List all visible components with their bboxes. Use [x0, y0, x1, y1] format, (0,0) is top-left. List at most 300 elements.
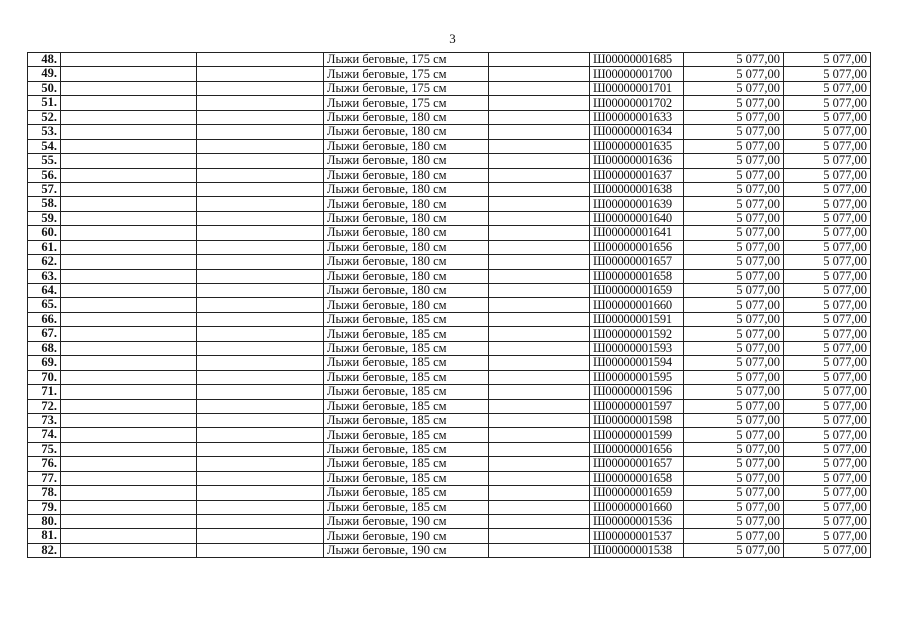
blank-cell-3	[489, 370, 590, 384]
row-number-cell: 74.	[28, 428, 61, 442]
price-cell: 5 077,00	[684, 211, 784, 225]
sum-cell: 5 077,00	[784, 543, 871, 557]
blank-cell-1	[61, 110, 197, 124]
blank-cell-1	[61, 486, 197, 500]
row-number-cell: 64.	[28, 284, 61, 298]
sum-cell: 5 077,00	[784, 327, 871, 341]
blank-cell-1	[61, 298, 197, 312]
blank-cell-1	[61, 182, 197, 196]
row-number-cell: 69.	[28, 356, 61, 370]
blank-cell-1	[61, 413, 197, 427]
sum-cell: 5 077,00	[784, 139, 871, 153]
row-number-cell: 63.	[28, 269, 61, 283]
table-row	[28, 269, 871, 283]
inventory-code-cell: Ш00000001660	[590, 500, 684, 514]
sum-cell: 5 077,00	[784, 255, 871, 269]
blank-cell-3	[489, 529, 590, 543]
inventory-code-cell: Ш00000001536	[590, 515, 684, 529]
blank-cell-2	[197, 515, 324, 529]
blank-cell-1	[61, 240, 197, 254]
inventory-code-cell: Ш00000001639	[590, 197, 684, 211]
row-number-cell: 62.	[28, 255, 61, 269]
table-row	[28, 67, 871, 81]
blank-cell-1	[61, 500, 197, 514]
item-name-cell: Лыжи беговые, 185 см	[324, 370, 489, 384]
sum-cell: 5 077,00	[784, 515, 871, 529]
sum-cell: 5 077,00	[784, 269, 871, 283]
sum-cell: 5 077,00	[784, 385, 871, 399]
row-number-cell: 65.	[28, 298, 61, 312]
inventory-code-cell: Ш00000001598	[590, 413, 684, 427]
row-number-cell: 49.	[28, 67, 61, 81]
blank-cell-1	[61, 67, 197, 81]
sum-cell: 5 077,00	[784, 154, 871, 168]
row-number-cell: 60.	[28, 226, 61, 240]
item-name-cell: Лыжи беговые, 180 см	[324, 284, 489, 298]
blank-cell-1	[61, 529, 197, 543]
blank-cell-2	[197, 370, 324, 384]
blank-cell-3	[489, 471, 590, 485]
table-row	[28, 226, 871, 240]
price-cell: 5 077,00	[684, 255, 784, 269]
blank-cell-2	[197, 269, 324, 283]
sum-cell: 5 077,00	[784, 529, 871, 543]
sum-cell: 5 077,00	[784, 284, 871, 298]
row-number-cell: 58.	[28, 197, 61, 211]
price-cell: 5 077,00	[684, 53, 784, 67]
inventory-code-cell: Ш00000001657	[590, 255, 684, 269]
row-number-cell: 67.	[28, 327, 61, 341]
sum-cell: 5 077,00	[784, 442, 871, 456]
sum-cell: 5 077,00	[784, 413, 871, 427]
price-cell: 5 077,00	[684, 96, 784, 110]
item-name-cell: Лыжи беговые, 180 см	[324, 226, 489, 240]
item-name-cell: Лыжи беговые, 190 см	[324, 529, 489, 543]
inventory-code-cell: Ш00000001701	[590, 81, 684, 95]
blank-cell-3	[489, 67, 590, 81]
price-cell: 5 077,00	[684, 125, 784, 139]
sum-cell: 5 077,00	[784, 125, 871, 139]
price-cell: 5 077,00	[684, 442, 784, 456]
item-name-cell: Лыжи беговые, 180 см	[324, 125, 489, 139]
row-number-cell: 81.	[28, 529, 61, 543]
item-name-cell: Лыжи беговые, 180 см	[324, 139, 489, 153]
inventory-code-cell: Ш00000001660	[590, 298, 684, 312]
blank-cell-2	[197, 168, 324, 182]
table-row	[28, 356, 871, 370]
price-cell: 5 077,00	[684, 168, 784, 182]
blank-cell-1	[61, 356, 197, 370]
sum-cell: 5 077,00	[784, 226, 871, 240]
inventory-code-cell: Ш00000001597	[590, 399, 684, 413]
blank-cell-2	[197, 442, 324, 456]
item-name-cell: Лыжи беговые, 185 см	[324, 457, 489, 471]
item-name-cell: Лыжи беговые, 185 см	[324, 327, 489, 341]
sum-cell: 5 077,00	[784, 356, 871, 370]
table-row	[28, 139, 871, 153]
blank-cell-2	[197, 182, 324, 196]
price-cell: 5 077,00	[684, 312, 784, 326]
item-name-cell: Лыжи беговые, 185 см	[324, 341, 489, 355]
item-name-cell: Лыжи беговые, 190 см	[324, 543, 489, 557]
blank-cell-3	[489, 284, 590, 298]
sum-cell: 5 077,00	[784, 96, 871, 110]
price-cell: 5 077,00	[684, 110, 784, 124]
inventory-code-cell: Ш00000001659	[590, 284, 684, 298]
blank-cell-2	[197, 81, 324, 95]
inventory-code-cell: Ш00000001636	[590, 154, 684, 168]
row-number-cell: 55.	[28, 154, 61, 168]
inventory-code-cell: Ш00000001658	[590, 269, 684, 283]
price-cell: 5 077,00	[684, 182, 784, 196]
price-cell: 5 077,00	[684, 471, 784, 485]
row-number-cell: 56.	[28, 168, 61, 182]
table-row	[28, 529, 871, 543]
price-cell: 5 077,00	[684, 284, 784, 298]
blank-cell-2	[197, 240, 324, 254]
blank-cell-3	[489, 81, 590, 95]
sum-cell: 5 077,00	[784, 168, 871, 182]
blank-cell-2	[197, 543, 324, 557]
blank-cell-2	[197, 154, 324, 168]
blank-cell-1	[61, 96, 197, 110]
sum-cell: 5 077,00	[784, 471, 871, 485]
blank-cell-3	[489, 486, 590, 500]
blank-cell-1	[61, 385, 197, 399]
price-cell: 5 077,00	[684, 500, 784, 514]
price-cell: 5 077,00	[684, 226, 784, 240]
row-number-cell: 76.	[28, 457, 61, 471]
item-name-cell: Лыжи беговые, 185 см	[324, 471, 489, 485]
table-row	[28, 298, 871, 312]
blank-cell-2	[197, 298, 324, 312]
blank-cell-3	[489, 240, 590, 254]
sum-cell: 5 077,00	[784, 53, 871, 67]
item-name-cell: Лыжи беговые, 180 см	[324, 182, 489, 196]
table-row	[28, 81, 871, 95]
table-row	[28, 457, 871, 471]
blank-cell-3	[489, 226, 590, 240]
item-name-cell: Лыжи беговые, 185 см	[324, 442, 489, 456]
table-row	[28, 312, 871, 326]
row-number-cell: 54.	[28, 139, 61, 153]
table-row	[28, 543, 871, 557]
blank-cell-3	[489, 139, 590, 153]
inventory-table	[27, 52, 871, 558]
blank-cell-2	[197, 486, 324, 500]
price-cell: 5 077,00	[684, 370, 784, 384]
blank-cell-2	[197, 341, 324, 355]
table-row	[28, 168, 871, 182]
table-row	[28, 500, 871, 514]
blank-cell-1	[61, 284, 197, 298]
item-name-cell: Лыжи беговые, 185 см	[324, 428, 489, 442]
row-number-cell: 70.	[28, 370, 61, 384]
item-name-cell: Лыжи беговые, 180 см	[324, 269, 489, 283]
item-name-cell: Лыжи беговые, 180 см	[324, 197, 489, 211]
blank-cell-1	[61, 125, 197, 139]
blank-cell-3	[489, 211, 590, 225]
row-number-cell: 78.	[28, 486, 61, 500]
price-cell: 5 077,00	[684, 543, 784, 557]
sum-cell: 5 077,00	[784, 182, 871, 196]
blank-cell-2	[197, 197, 324, 211]
item-name-cell: Лыжи беговые, 185 см	[324, 486, 489, 500]
price-cell: 5 077,00	[684, 413, 784, 427]
blank-cell-1	[61, 399, 197, 413]
blank-cell-3	[489, 399, 590, 413]
blank-cell-1	[61, 341, 197, 355]
price-cell: 5 077,00	[684, 67, 784, 81]
table-row	[28, 399, 871, 413]
blank-cell-2	[197, 211, 324, 225]
blank-cell-3	[489, 327, 590, 341]
blank-cell-3	[489, 168, 590, 182]
price-cell: 5 077,00	[684, 154, 784, 168]
row-number-cell: 82.	[28, 543, 61, 557]
table-row	[28, 96, 871, 110]
row-number-cell: 79.	[28, 500, 61, 514]
blank-cell-3	[489, 110, 590, 124]
blank-cell-1	[61, 139, 197, 153]
blank-cell-1	[61, 457, 197, 471]
inventory-code-cell: Ш00000001685	[590, 53, 684, 67]
table-row	[28, 442, 871, 456]
price-cell: 5 077,00	[684, 515, 784, 529]
inventory-code-cell: Ш00000001595	[590, 370, 684, 384]
blank-cell-3	[489, 312, 590, 326]
price-cell: 5 077,00	[684, 399, 784, 413]
blank-cell-3	[489, 543, 590, 557]
blank-cell-3	[489, 413, 590, 427]
blank-cell-3	[489, 428, 590, 442]
blank-cell-2	[197, 110, 324, 124]
item-name-cell: Лыжи беговые, 180 см	[324, 255, 489, 269]
price-cell: 5 077,00	[684, 81, 784, 95]
blank-cell-1	[61, 543, 197, 557]
table-row	[28, 284, 871, 298]
item-name-cell: Лыжи беговые, 175 см	[324, 96, 489, 110]
inventory-code-cell: Ш00000001594	[590, 356, 684, 370]
blank-cell-2	[197, 312, 324, 326]
blank-cell-3	[489, 197, 590, 211]
sum-cell: 5 077,00	[784, 81, 871, 95]
sum-cell: 5 077,00	[784, 211, 871, 225]
table-row	[28, 413, 871, 427]
blank-cell-2	[197, 327, 324, 341]
blank-cell-3	[489, 298, 590, 312]
inventory-code-cell: Ш00000001656	[590, 442, 684, 456]
table-row	[28, 154, 871, 168]
sum-cell: 5 077,00	[784, 312, 871, 326]
inventory-code-cell: Ш00000001656	[590, 240, 684, 254]
price-cell: 5 077,00	[684, 240, 784, 254]
blank-cell-3	[489, 356, 590, 370]
inventory-code-cell: Ш00000001700	[590, 67, 684, 81]
row-number-cell: 52.	[28, 110, 61, 124]
table-row	[28, 110, 871, 124]
item-name-cell: Лыжи беговые, 185 см	[324, 500, 489, 514]
blank-cell-2	[197, 457, 324, 471]
blank-cell-2	[197, 255, 324, 269]
inventory-code-cell: Ш00000001641	[590, 226, 684, 240]
price-cell: 5 077,00	[684, 457, 784, 471]
blank-cell-2	[197, 284, 324, 298]
blank-cell-3	[489, 442, 590, 456]
blank-cell-1	[61, 370, 197, 384]
blank-cell-2	[197, 529, 324, 543]
table-row	[28, 211, 871, 225]
inventory-code-cell: Ш00000001596	[590, 385, 684, 399]
blank-cell-2	[197, 139, 324, 153]
inventory-code-cell: Ш00000001635	[590, 139, 684, 153]
blank-cell-3	[489, 53, 590, 67]
blank-cell-1	[61, 197, 197, 211]
blank-cell-1	[61, 81, 197, 95]
price-cell: 5 077,00	[684, 197, 784, 211]
blank-cell-2	[197, 399, 324, 413]
sum-cell: 5 077,00	[784, 341, 871, 355]
price-cell: 5 077,00	[684, 385, 784, 399]
blank-cell-2	[197, 67, 324, 81]
inventory-code-cell: Ш00000001659	[590, 486, 684, 500]
blank-cell-1	[61, 428, 197, 442]
price-cell: 5 077,00	[684, 298, 784, 312]
inventory-code-cell: Ш00000001657	[590, 457, 684, 471]
row-number-cell: 75.	[28, 442, 61, 456]
inventory-code-cell: Ш00000001637	[590, 168, 684, 182]
table-row	[28, 327, 871, 341]
item-name-cell: Лыжи беговые, 180 см	[324, 154, 489, 168]
row-number-cell: 80.	[28, 515, 61, 529]
item-name-cell: Лыжи беговые, 185 см	[324, 312, 489, 326]
table-row	[28, 240, 871, 254]
row-number-cell: 72.	[28, 399, 61, 413]
blank-cell-3	[489, 457, 590, 471]
row-number-cell: 57.	[28, 182, 61, 196]
blank-cell-3	[489, 269, 590, 283]
blank-cell-1	[61, 471, 197, 485]
item-name-cell: Лыжи беговые, 175 см	[324, 53, 489, 67]
inventory-code-cell: Ш00000001592	[590, 327, 684, 341]
item-name-cell: Лыжи беговые, 190 см	[324, 515, 489, 529]
blank-cell-3	[489, 125, 590, 139]
blank-cell-1	[61, 442, 197, 456]
row-number-cell: 71.	[28, 385, 61, 399]
blank-cell-3	[489, 96, 590, 110]
blank-cell-2	[197, 500, 324, 514]
inventory-code-cell: Ш00000001591	[590, 312, 684, 326]
row-number-cell: 73.	[28, 413, 61, 427]
item-name-cell: Лыжи беговые, 185 см	[324, 356, 489, 370]
table-row	[28, 53, 871, 67]
price-cell: 5 077,00	[684, 529, 784, 543]
page-number: 3	[449, 31, 456, 46]
sum-cell: 5 077,00	[784, 428, 871, 442]
blank-cell-3	[489, 154, 590, 168]
row-number-cell: 51.	[28, 96, 61, 110]
table-row	[28, 486, 871, 500]
blank-cell-2	[197, 356, 324, 370]
table-row	[28, 125, 871, 139]
blank-cell-2	[197, 413, 324, 427]
inventory-code-cell: Ш00000001538	[590, 543, 684, 557]
inventory-code-cell: Ш00000001634	[590, 125, 684, 139]
sum-cell: 5 077,00	[784, 370, 871, 384]
blank-cell-1	[61, 327, 197, 341]
blank-cell-2	[197, 96, 324, 110]
blank-cell-3	[489, 515, 590, 529]
inventory-code-cell: Ш00000001633	[590, 110, 684, 124]
blank-cell-1	[61, 255, 197, 269]
sum-cell: 5 077,00	[784, 197, 871, 211]
blank-cell-2	[197, 428, 324, 442]
table-row	[28, 341, 871, 355]
price-cell: 5 077,00	[684, 356, 784, 370]
row-number-cell: 53.	[28, 125, 61, 139]
blank-cell-3	[489, 341, 590, 355]
inventory-code-cell: Ш00000001593	[590, 341, 684, 355]
table-row	[28, 428, 871, 442]
table-row	[28, 182, 871, 196]
row-number-cell: 50.	[28, 81, 61, 95]
item-name-cell: Лыжи беговые, 180 см	[324, 110, 489, 124]
table-row	[28, 385, 871, 399]
blank-cell-1	[61, 154, 197, 168]
blank-cell-2	[197, 53, 324, 67]
item-name-cell: Лыжи беговые, 185 см	[324, 413, 489, 427]
inventory-code-cell: Ш00000001599	[590, 428, 684, 442]
item-name-cell: Лыжи беговые, 175 см	[324, 81, 489, 95]
blank-cell-1	[61, 211, 197, 225]
item-name-cell: Лыжи беговые, 175 см	[324, 67, 489, 81]
blank-cell-3	[489, 385, 590, 399]
item-name-cell: Лыжи беговые, 185 см	[324, 385, 489, 399]
blank-cell-2	[197, 471, 324, 485]
row-number-cell: 48.	[28, 53, 61, 67]
price-cell: 5 077,00	[684, 486, 784, 500]
sum-cell: 5 077,00	[784, 486, 871, 500]
table-row	[28, 255, 871, 269]
blank-cell-3	[489, 500, 590, 514]
blank-cell-3	[489, 182, 590, 196]
inventory-code-cell: Ш00000001702	[590, 96, 684, 110]
sum-cell: 5 077,00	[784, 67, 871, 81]
table-row	[28, 370, 871, 384]
item-name-cell: Лыжи беговые, 180 см	[324, 211, 489, 225]
price-cell: 5 077,00	[684, 327, 784, 341]
row-number-cell: 68.	[28, 341, 61, 355]
sum-cell: 5 077,00	[784, 298, 871, 312]
sum-cell: 5 077,00	[784, 399, 871, 413]
blank-cell-2	[197, 385, 324, 399]
blank-cell-1	[61, 53, 197, 67]
price-cell: 5 077,00	[684, 341, 784, 355]
sum-cell: 5 077,00	[784, 500, 871, 514]
inventory-code-cell: Ш00000001537	[590, 529, 684, 543]
row-number-cell: 59.	[28, 211, 61, 225]
item-name-cell: Лыжи беговые, 185 см	[324, 399, 489, 413]
inventory-code-cell: Ш00000001640	[590, 211, 684, 225]
blank-cell-1	[61, 168, 197, 182]
price-cell: 5 077,00	[684, 269, 784, 283]
item-name-cell: Лыжи беговые, 180 см	[324, 240, 489, 254]
item-name-cell: Лыжи беговые, 180 см	[324, 168, 489, 182]
blank-cell-1	[61, 226, 197, 240]
blank-cell-2	[197, 226, 324, 240]
table-row	[28, 197, 871, 211]
sum-cell: 5 077,00	[784, 110, 871, 124]
